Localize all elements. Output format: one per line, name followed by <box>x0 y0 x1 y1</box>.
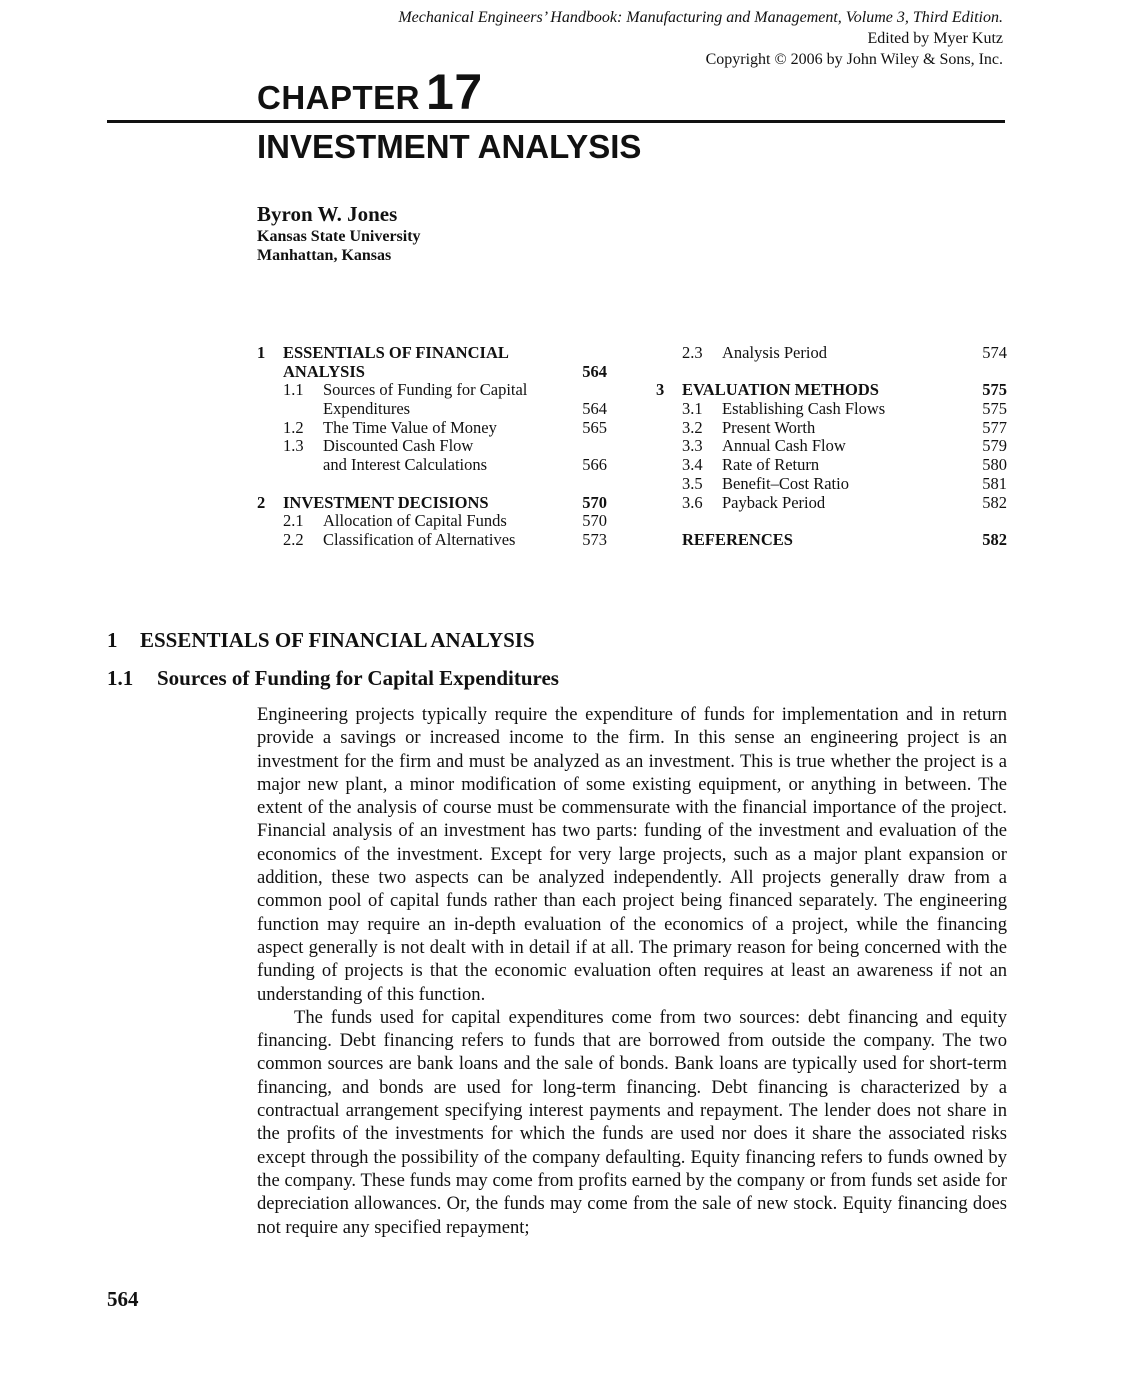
toc-entry-page: 570 <box>582 511 607 531</box>
toc-entry-number: 1.1 <box>283 380 304 400</box>
toc-entry-page: 580 <box>982 455 1007 475</box>
body-paragraph: The funds used for capital expenditures come from two sources: debt financing and equity financing. Debt financing refers to funds that are borrowed from outside the company. The two common sources are bank loans and the sale of bonds. Bank loans are typically used for short-term financing, and bonds are used for long-term financing. Debt financing is characterized by a contractual arrangement specifying interest payments and repayment. The lender does not share in the profits of the investments for which the funds are used nor does it share the associated risks except through the possibility of the company defaulting. Equity financing refers to funds owned by the company. These funds may come from profits earned by the company or from funds set aside for depreciation allowances. Or, the funds may come from the sale of new stock. Equity financing does not require any specified repayment; <box>257 1006 1007 1238</box>
running-header-editor: Edited by Myer Kutz <box>867 30 1003 47</box>
subsection-title: Sources of Funding for Capital Expenditures <box>157 666 559 690</box>
toc-entry <box>656 531 1007 550</box>
chapter-label: CHAPTER <box>257 79 421 116</box>
toc-entry-number: 1.2 <box>283 417 304 437</box>
toc-entry-title: Expenditures <box>323 399 411 419</box>
toc-entry-title: Discounted Cash Flow <box>323 436 474 456</box>
toc-entry-title: Classification of Alternatives <box>323 529 516 549</box>
section-heading-1 <box>107 627 535 653</box>
toc-entry-title: and Interest Calculations <box>323 455 488 475</box>
toc-left-column <box>257 344 607 550</box>
toc-entry-page: 574 <box>982 343 1007 362</box>
toc-entry <box>257 419 607 438</box>
toc-entry-page: 573 <box>582 529 607 549</box>
toc-entry-title: Rate of Return <box>722 455 820 475</box>
author-affiliation: Kansas State University <box>257 228 421 245</box>
running-header-copyright: Copyright © 2006 by John Wiley & Sons, Inc. <box>705 51 1003 68</box>
toc-entry <box>656 419 1007 438</box>
page-number: 564 <box>107 1287 139 1311</box>
toc-spacer <box>656 512 1007 531</box>
toc-entry-title: EVALUATION METHODS <box>682 380 879 400</box>
toc-entry-title: Present Worth <box>722 417 816 437</box>
toc-entry <box>257 531 607 550</box>
author-location: Manhattan, Kansas <box>257 247 392 264</box>
toc-entry <box>656 456 1007 475</box>
toc-entry <box>656 400 1007 419</box>
toc-entry-number: 1.3 <box>283 436 304 456</box>
toc-entry-title: Benefit–Cost Ratio <box>722 473 849 493</box>
toc-entry-number: 3.4 <box>682 455 703 475</box>
toc-entry-title: Establishing Cash Flows <box>722 399 886 419</box>
toc-entry <box>257 400 607 419</box>
toc-entry-number: 3.3 <box>682 436 703 456</box>
toc-entry-number: 3.6 <box>682 492 703 512</box>
toc-entry-page: 582 <box>982 529 1007 549</box>
toc-entry-title: Analysis Period <box>722 343 827 362</box>
toc-entry <box>257 512 607 531</box>
section-title: ESSENTIALS OF FINANCIAL ANALYSIS <box>140 628 535 652</box>
toc-entry-title: Sources of Funding for Capital <box>323 380 528 400</box>
toc-entry-title: ANALYSIS <box>283 361 365 381</box>
toc-entry-number: 2 <box>257 492 266 512</box>
author-name: Byron W. Jones <box>257 202 398 226</box>
chapter-heading <box>257 64 483 126</box>
toc-entry-title: Allocation of Capital Funds <box>323 511 507 531</box>
toc-entry-number: 2.3 <box>682 343 703 362</box>
toc-entry <box>257 363 607 382</box>
toc-entry-page: 579 <box>982 436 1007 456</box>
toc-entry-number: 1 <box>257 343 266 362</box>
running-header-book-title: Mechanical Engineers’ Handbook: Manufacturing and Management, Volume 3, Third Edition. <box>398 9 1003 26</box>
toc-entry-page: 575 <box>982 380 1007 400</box>
toc-entry-page: 564 <box>582 361 607 381</box>
toc-entry-title: The Time Value of Money <box>323 417 497 437</box>
toc-entry-number: 3 <box>656 380 665 400</box>
toc-entry-page: 581 <box>982 473 1007 493</box>
toc-entry-page: 575 <box>982 399 1007 419</box>
toc-entry <box>656 344 1007 363</box>
toc-entry-page: 565 <box>582 417 607 437</box>
toc-entry <box>656 381 1007 400</box>
toc-entry-number: 3.5 <box>682 473 703 493</box>
toc-entry-number: 3.2 <box>682 417 703 437</box>
toc-entry-page: 564 <box>582 399 607 419</box>
toc-entry-page: 577 <box>982 417 1007 437</box>
subsection-number: 1.1 <box>107 666 134 690</box>
chapter-title: INVESTMENT ANALYSIS <box>257 128 642 165</box>
body-paragraph: Engineering projects typically require the expenditure of funds for implementation and in return provide a savings or increased income to the firm. In this sense an engineering project is an investment for the firm and must be analyzed as an investment. This is true whether the project is a major new plant, a minor modification of some existing equipment, or anything in between. The extent of the analysis of course must be commensurate with the financial importance of the project. Financial analysis of an investment has two parts: funding of the investment and evaluation of the economics of the investment. Except for very large projects, such as a major plant expansion or addition, these two aspects can be analyzed independently. All projects generally draw from a common pool of capital funds rather than each project being financed separately. The engineering function may require an in-depth evaluation of the economics of a project, while the financing aspect generally is not dealt with in detail if at all. The primary reason for being concerned with the funding of projects is that the economic evaluation often requires at least an awareness if not an understanding of this function. <box>257 704 1007 1005</box>
toc-entry-number: 2.1 <box>283 511 304 531</box>
section-number: 1 <box>107 628 118 652</box>
subsection-heading-1-1 <box>107 665 559 691</box>
toc-entry <box>656 437 1007 456</box>
toc-spacer <box>257 475 607 494</box>
toc-entry-number: 2.2 <box>283 529 304 549</box>
toc-entry <box>656 494 1007 513</box>
toc-entry-page: 570 <box>582 492 607 512</box>
toc-entry-title: ESSENTIALS OF FINANCIAL <box>283 343 509 362</box>
toc-entry-page: 582 <box>982 492 1007 512</box>
toc-entry-page: 566 <box>582 455 607 475</box>
chapter-number: 17 <box>426 64 483 120</box>
toc-entry <box>257 494 607 513</box>
toc-entry <box>656 475 1007 494</box>
toc-spacer <box>656 363 1007 382</box>
body-text <box>257 703 1007 1239</box>
toc-right-column <box>656 344 1007 550</box>
chapter-rule <box>107 120 1005 123</box>
toc-entry-title: INVESTMENT DECISIONS <box>283 492 489 512</box>
toc-entry-title: Annual Cash Flow <box>722 436 846 456</box>
toc-entry <box>257 456 607 475</box>
toc-entry-title: REFERENCES <box>682 529 793 549</box>
toc-entry <box>257 381 607 400</box>
toc-entry-title: Payback Period <box>722 492 826 512</box>
toc-entry <box>257 344 607 363</box>
toc-entry <box>257 437 607 456</box>
toc-entry-number: 3.1 <box>682 399 703 419</box>
